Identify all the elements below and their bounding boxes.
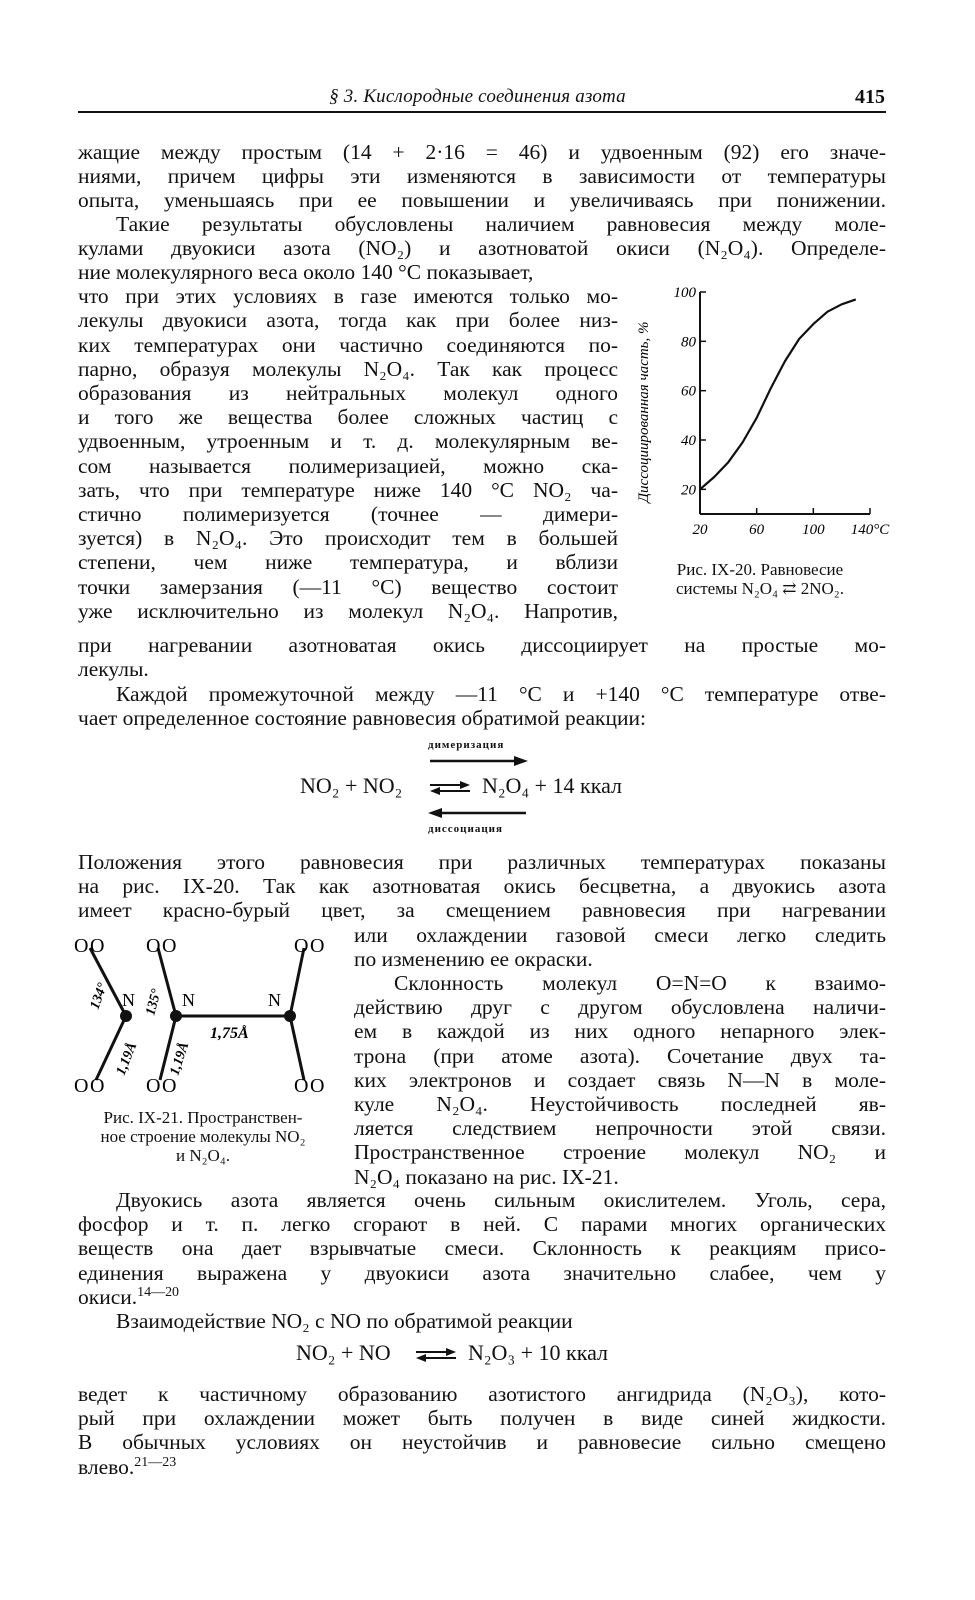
text-line: лекулы. <box>78 657 149 682</box>
equation-2 <box>296 1340 696 1374</box>
x-tick-label: 60 <box>749 522 765 538</box>
text-line: на рис. IX-20. Так как азотноватая окись бесцветна, а двуокись азота <box>78 874 886 899</box>
oxygen-label: O <box>294 935 309 957</box>
angle-label-no2: 134° <box>87 981 111 1012</box>
paragraph-1 <box>78 140 886 213</box>
oxygen-label: O <box>310 935 325 957</box>
bond-length-n2o4-no: 1,19Å <box>167 1040 193 1078</box>
equilibrium-arrows-icon <box>416 1348 456 1362</box>
oxygen-label: O <box>310 1075 325 1097</box>
dissociation-label: диссоциация <box>428 823 503 835</box>
oxygen-label: O <box>74 1075 89 1097</box>
caption-line: Рис. IX-20. Равновесие <box>676 560 844 579</box>
y-tick-label: 100 <box>673 285 696 301</box>
paragraph-2-narrow <box>78 260 618 623</box>
text-line: веществ она дает взрывчатые смеси. Склонность к реакциям присо- <box>78 1236 886 1261</box>
paragraph-2-tail <box>78 633 886 681</box>
dimerization-label: димеризация <box>428 739 505 751</box>
oxygen-label: O <box>90 1075 105 1097</box>
caption-line: и N₂O₄. <box>175 1146 230 1165</box>
text-line: фосфор и т. п. легко сгорают в ней. С парами многих органических <box>78 1212 886 1237</box>
nitrogen-atom-icon <box>170 1010 182 1022</box>
x-tick-label: 20 <box>692 522 708 538</box>
text-line: парно, образуя молекулы N₂O₄. Так как процесс <box>78 356 618 381</box>
text-line: жащие между простым (14 + 2·16 = 46) и удвоенным (92) его значе- <box>78 140 886 164</box>
text-line: чает определенное состояние равновесия обратимой реакции: <box>78 706 646 731</box>
text-line: трона (при атоме азота). Сочетание двух та- <box>354 1043 886 1068</box>
text-line: действию друг с другом обусловлена наличи- <box>354 995 886 1020</box>
caption-line: ное строение молекулы NO₂ <box>100 1127 306 1146</box>
text-line: имеет красно-бурый цвет, за смещением равновесия при нагревании <box>78 898 886 923</box>
equation-2-left: NO₂ + NO <box>296 1340 391 1365</box>
equilibrium-arrows-icon <box>430 781 470 795</box>
oxygen-label: O <box>74 935 89 957</box>
y-tick-label: 20 <box>681 482 696 499</box>
text-line: ведет к частичному образованию азотистого ангидрида (N₂O₃), кото- <box>78 1382 886 1406</box>
header-rule <box>78 111 886 113</box>
text-line: ниями, причем цифры эти изменяются в зависимости от температуры <box>78 164 886 189</box>
text-line: сом называется полимеризацией, можно ска- <box>78 453 618 478</box>
equation-1-left: NO₂ + NO₂ <box>300 773 403 798</box>
figure-ix-20-caption <box>640 560 880 598</box>
oxygen-label: O <box>162 1075 177 1097</box>
text-line: N₂O₄ показано на рис. IX-21. <box>354 1164 619 1189</box>
text-line: Склонность молекул O=N=O к взаимо- <box>394 971 886 995</box>
dissociation-curve <box>700 299 856 489</box>
caption-line: системы N₂O₄ ⇄ 2NO₂. <box>676 579 844 598</box>
paragraph-8 <box>78 1382 886 1479</box>
text-line: В обычных условиях он неустойчив и равновесие сильно смещено <box>78 1430 886 1455</box>
text-line: Положения этого равновесия при различных температурах показаны <box>78 850 886 874</box>
oxygen-label: O <box>90 935 105 957</box>
text-line: ких температурах они частично соединяются по- <box>78 332 618 357</box>
text-fragment: влево. <box>78 1454 135 1479</box>
y-tick-label: 80 <box>681 334 696 351</box>
running-header <box>70 84 885 110</box>
text-line: Пространственное строение молекул NO₂ и <box>354 1140 886 1165</box>
text-line <box>78 1285 886 1309</box>
text-line: по изменению ее окраски. <box>354 947 593 972</box>
paragraph-4-full <box>78 850 886 923</box>
y-tick-label: 40 <box>681 433 696 449</box>
oxygen-label: O <box>146 1075 161 1097</box>
text-line: удвоенным, утроенным и т. д. молекулярным ве- <box>78 429 618 454</box>
text-line: зуется) в N₂O₄. Это происходит тем в большей <box>78 526 618 551</box>
text-line: ем в каждой из них одного непарного элек- <box>354 1019 886 1044</box>
text-line: рый при охлаждении может быть получен в виде синей жидкости. <box>78 1406 886 1431</box>
oxygen-label: O <box>146 935 161 957</box>
y-tick-label: 60 <box>681 383 696 400</box>
text-line: кулами двуокиси азота (NO₂) и азотноватой окиси (N₂O₄). Определе- <box>78 236 886 261</box>
text-line <box>78 1455 886 1479</box>
nitrogen-atom-icon <box>120 1010 132 1022</box>
text-line: уже исключительно из молекул N₂O₄. Напротив, <box>78 598 618 623</box>
text-line: образования из нейтральных молекул одного <box>78 381 618 406</box>
paragraph-4-narrow <box>354 923 886 971</box>
figure-ix-20-chart <box>630 282 900 552</box>
text-line: зать, что при температуре ниже 140 °C NO₂ ча- <box>78 477 618 502</box>
bond-length-no2: 1,19Å <box>113 1040 141 1078</box>
text-line: или охлаждении газовой смеси легко следить <box>354 923 886 947</box>
nitrogen-atom-icon <box>284 1010 296 1022</box>
forward-arrow-icon <box>428 755 528 767</box>
chapter-section-title: § 3. Кислородные соединения азота <box>329 86 626 107</box>
y-axis-label: Диссоциированная часть, % <box>636 321 652 503</box>
text-line: стично полимеризуется (точнее — димери- <box>78 502 618 527</box>
text-line: Каждой промежуточной между —11 °C и +140 °C температуре отве- <box>116 682 886 706</box>
text-line: при нагревании азотноватая окись диссоциирует на простые мо- <box>78 633 886 657</box>
reverse-arrow-icon <box>428 807 528 819</box>
x-tick-label: 100 <box>802 522 825 538</box>
text-line: единения выражена у двуокиси азота значительно слабее, чем у <box>78 1260 886 1285</box>
paragraph-7 <box>116 1309 886 1333</box>
oxygen-label: O <box>294 1075 309 1097</box>
nitrogen-label: N <box>182 990 195 1010</box>
x-tick-label: 140°C <box>850 522 890 538</box>
paragraph-2-full <box>78 212 886 260</box>
equation-2-right: N₂O₃ + 10 ккал <box>468 1340 609 1365</box>
text-line: что при этих условиях в газе имеются только мо- <box>78 284 618 309</box>
figure-ix-21-molecule <box>68 930 348 1100</box>
oxygen-label: O <box>162 935 177 957</box>
text-line: ние молекулярного веса около 140 °C показывает, <box>78 260 534 284</box>
text-line: опыта, уменьшаясь при ее повышении и увеличиваясь при понижении. <box>78 188 886 213</box>
paragraph-5 <box>354 971 886 1189</box>
text-line: и того же вещества более сложных частиц с <box>78 405 618 430</box>
text-line: Взаимодействие NO₂ с NO по обратимой реакции <box>116 1309 573 1333</box>
angle-label-n2o4: 135° <box>143 987 165 1018</box>
equation-1 <box>290 737 690 837</box>
text-line: ляется следствием непрочности этой связи. <box>354 1116 886 1141</box>
bond-length-nn: 1,75Å <box>210 1025 249 1042</box>
chart-plot-area <box>674 285 891 538</box>
page-number: 415 <box>855 86 885 108</box>
reference-superscript: 14—20 <box>137 1284 180 1300</box>
text-line: лекулы двуокиси азота, тогда как при более низ- <box>78 308 618 333</box>
text-line: точки замерзания (—11 °C) вещество состоит <box>78 574 618 599</box>
text-fragment: окиси. <box>78 1284 138 1309</box>
text-line: Такие результаты обусловлены наличием равновесия между моле- <box>116 212 886 236</box>
text-line: степени, чем ниже температура, и вблизи <box>78 550 618 575</box>
paragraph-3 <box>78 682 886 730</box>
text-line: куле N₂O₄. Неустойчивость последней яв- <box>354 1092 886 1117</box>
nitrogen-label: N <box>268 990 281 1010</box>
paragraph-6 <box>78 1188 886 1309</box>
nitrogen-label: N <box>122 990 135 1010</box>
caption-line: Рис. IX-21. Пространствен- <box>103 1108 303 1127</box>
equation-1-right: N₂O₄ + 14 ккал <box>482 773 623 798</box>
reference-superscript: 21—23 <box>134 1454 177 1470</box>
figure-ix-21-caption <box>68 1108 338 1165</box>
text-line: ких электронов и создает связь N—N в моле- <box>354 1067 886 1092</box>
text-line: Двуокись азота является очень сильным окислителем. Уголь, сера, <box>116 1188 886 1212</box>
